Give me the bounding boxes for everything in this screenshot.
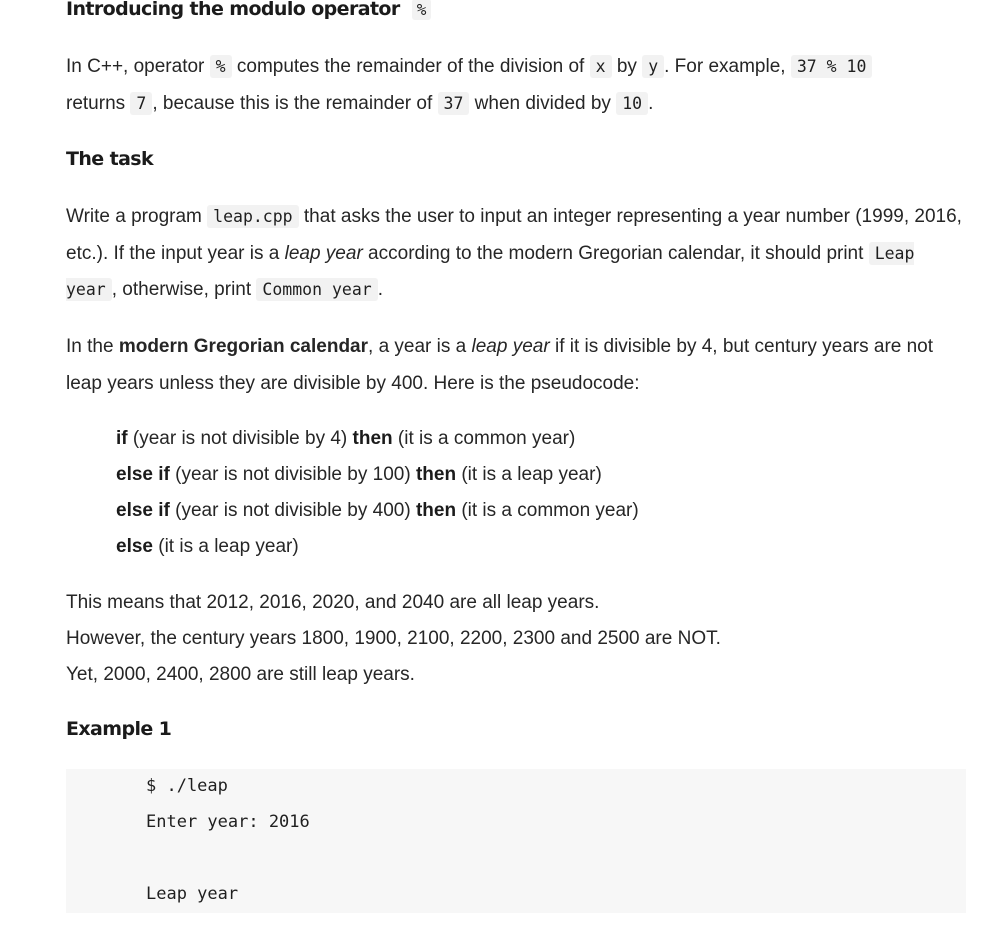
pseudocode-line: [116, 457, 816, 493]
inline-code: 7: [130, 92, 152, 115]
text: Write a program: [66, 206, 208, 227]
inline-code: Leap year: [66, 243, 915, 299]
text: , a year is a: [368, 336, 472, 357]
text: when divided by: [469, 92, 617, 114]
text-line: However, the century years 1800, 1900, 2100, 2200, 2300 and 2500 are NOT.: [66, 628, 721, 649]
keyword: else if: [116, 500, 170, 521]
text: .: [648, 92, 654, 114]
text: .: [377, 279, 383, 300]
keyword: if: [116, 428, 128, 449]
keyword: else if: [116, 464, 170, 485]
text-line: Yet, 2000, 2400, 2800 are still leap years.: [66, 664, 415, 685]
keyword: then: [415, 464, 457, 485]
keyword: else: [116, 536, 153, 557]
text-line: This means that 2012, 2016, 2020, and 2040 are all leap years.: [66, 592, 600, 613]
text: according to the modern Gregorian calendar, it should print: [362, 242, 869, 264]
code-line: Enter year: 2016: [146, 812, 310, 832]
inline-code: 10: [616, 92, 648, 115]
intro-paragraph: [66, 49, 966, 122]
examples-paragraph: [66, 585, 966, 693]
result: (it is a leap year): [456, 464, 602, 485]
condition: (year is not divisible by 100): [169, 464, 416, 485]
result: (it is a common year): [456, 500, 639, 521]
inline-code: x: [590, 55, 612, 78]
heading-text: Introducing the modulo operator: [66, 0, 400, 20]
code-line: $ ./leap: [146, 776, 228, 796]
emphasis: leap year: [284, 242, 363, 264]
condition: (year is not divisible by 400): [169, 500, 416, 521]
code-line: Leap year: [146, 884, 239, 904]
task-paragraph: [66, 199, 966, 309]
text: if it is divisible by 4, but century years are not leap years unless they are divisible by 400. Here is the pseudocode:: [66, 336, 934, 394]
inline-code: %: [210, 55, 232, 78]
pseudocode-block: [116, 421, 816, 565]
bold-text: modern Gregorian calendar: [118, 336, 369, 357]
pseudocode-line: [116, 493, 816, 529]
text: , otherwise, print: [111, 279, 257, 300]
calendar-paragraph: [66, 329, 966, 402]
section-heading-example: Example 1: [66, 718, 172, 740]
pseudocode-line: [116, 421, 816, 457]
text: , because this is the remainder of: [152, 92, 438, 114]
text: In C++, operator: [66, 56, 210, 77]
pseudocode-line: [116, 529, 816, 565]
text: returns: [66, 92, 131, 114]
emphasis: leap year: [471, 336, 550, 357]
result: (it is a common year): [392, 428, 576, 449]
heading-inline-code: %: [412, 0, 432, 20]
text: that asks the user to input an integer representing a year number (1999, 2016, etc.). If the input year is a: [66, 206, 962, 264]
keyword: then: [352, 428, 393, 449]
keyword: then: [415, 500, 457, 521]
condition: (year is not divisible by 4): [127, 428, 353, 449]
inline-code: 37: [438, 92, 470, 115]
result: (it is a leap year): [152, 536, 299, 557]
terminal-code-block: [66, 769, 966, 913]
text: In the: [66, 336, 119, 357]
inline-code: Common year: [256, 278, 377, 301]
text: by: [611, 56, 643, 77]
section-heading-intro: [66, 0, 431, 20]
inline-code: y: [642, 55, 664, 78]
inline-code: 37 % 10: [791, 55, 873, 78]
section-heading-task: The task: [66, 148, 154, 170]
text: computes the remainder of the division of: [231, 56, 590, 77]
inline-code: leap.cpp: [207, 205, 298, 228]
text: . For example,: [664, 56, 791, 77]
